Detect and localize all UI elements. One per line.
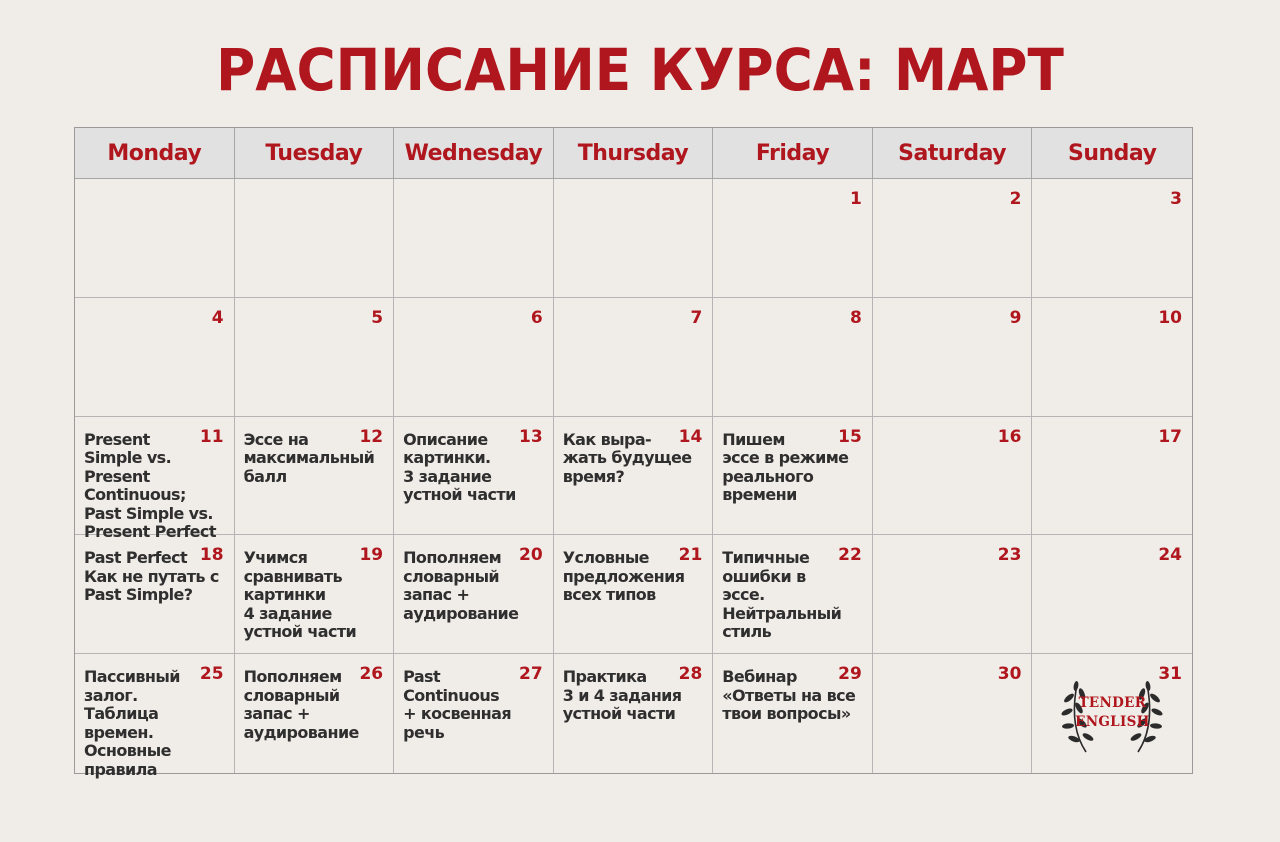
laurel-wreath-icon — [1056, 668, 1168, 758]
day-number: 10 — [1158, 307, 1182, 328]
day-number: 26 — [359, 664, 384, 685]
weekday-header-sunday: Sunday — [1032, 128, 1192, 179]
day-cell — [1032, 417, 1192, 536]
day-number: 4 — [211, 307, 224, 328]
day-number: 6 — [530, 307, 543, 328]
weekday-header-thursday: Thursday — [554, 128, 714, 179]
lesson-topic: Past Perfect Как не путать с Past Simple? — [84, 548, 219, 605]
lesson-topic: Пассивный залог. Таблица времен. Основные правила — [84, 667, 180, 779]
weekday-header-wednesday: Wednesday — [394, 128, 554, 179]
page-title: РАСПИСАНИЕ КУРСА: МАРТ — [216, 36, 1064, 104]
weekday-header-monday: Monday — [75, 128, 235, 179]
day-number: 21 — [678, 545, 703, 566]
day-number: 20 — [519, 545, 543, 566]
day-cell — [554, 298, 714, 417]
day-cell — [713, 417, 873, 536]
lesson-topic: Пополняем словарный запас + аудирование — [243, 667, 359, 742]
day-number: 7 — [690, 307, 703, 328]
lesson-topic: Типичные ошибки в эссе. Нейтральный стиль — [722, 548, 842, 642]
day-number: 5 — [371, 307, 384, 328]
day-number: 3 — [1170, 189, 1182, 209]
day-number: 9 — [1009, 307, 1022, 328]
day-cell — [75, 654, 235, 779]
day-cell — [713, 535, 873, 654]
day-number: 27 — [519, 664, 543, 685]
day-number: 12 — [359, 426, 384, 447]
day-cell — [394, 179, 554, 298]
lesson-topic: Описание картинки. 3 задание устной части — [403, 429, 516, 505]
day-cell — [394, 417, 554, 536]
day-cell — [713, 654, 873, 773]
day-number: 1 — [850, 189, 862, 209]
day-number: 16 — [997, 426, 1022, 447]
logo-text-line1: TENDER — [1078, 695, 1147, 712]
day-cell — [394, 654, 554, 773]
day-cell — [554, 417, 714, 536]
lesson-topic: Учимся сравнивать картинки 4 задание устной части — [243, 548, 357, 642]
day-number: 28 — [678, 664, 703, 685]
day-number: 2 — [1009, 189, 1022, 209]
day-cell — [235, 654, 395, 773]
day-cell — [873, 535, 1033, 654]
day-cell — [713, 179, 873, 298]
day-number: 11 — [199, 426, 224, 447]
day-cell — [235, 417, 395, 536]
lesson-topic: Вебинар «Ответы на все твои вопросы» — [722, 667, 856, 724]
day-number: 29 — [838, 664, 862, 685]
calendar-grid — [74, 127, 1193, 779]
lesson-topic: Present Simple vs. Present Continuous; Past Simple vs. Present Perfect — [84, 429, 216, 542]
weekday-header-saturday: Saturday — [873, 128, 1033, 179]
day-cell — [235, 535, 395, 654]
day-number: 23 — [997, 545, 1022, 566]
day-cell — [554, 535, 714, 654]
weekday-header-friday: Friday — [713, 128, 873, 179]
weekday-header-tuesday: Tuesday — [235, 128, 395, 179]
lesson-topic: Условные предложения всех типов — [562, 548, 685, 605]
day-cell — [873, 179, 1033, 298]
day-number: 13 — [519, 426, 543, 447]
day-cell — [1032, 298, 1192, 417]
day-cell — [235, 179, 395, 298]
day-cell — [873, 654, 1033, 773]
day-cell — [873, 417, 1033, 536]
day-cell — [75, 179, 235, 298]
day-cell — [1032, 179, 1192, 298]
lesson-topic: Практика 3 и 4 задания устной части — [562, 667, 682, 724]
day-cell — [554, 654, 714, 773]
day-cell — [394, 535, 554, 654]
day-number: 30 — [997, 664, 1022, 685]
day-number: 25 — [199, 664, 224, 685]
day-cell — [75, 535, 235, 654]
tender-english-logo — [1056, 668, 1168, 758]
day-number: 22 — [838, 545, 862, 566]
day-cell — [554, 179, 714, 298]
lesson-topic: Эссе на максимальный балл — [243, 429, 375, 486]
day-cell — [75, 417, 235, 542]
day-number: 17 — [1158, 426, 1182, 447]
day-cell — [873, 298, 1033, 417]
lesson-topic: Как выра- жать будущее время? — [562, 429, 692, 486]
day-cell — [235, 298, 395, 417]
lesson-topic: Past Continuous + косвенная речь — [403, 667, 512, 742]
day-number: 19 — [359, 545, 384, 566]
lesson-topic: Пишем эссе в режиме реального времени — [722, 429, 849, 505]
day-number: 18 — [199, 545, 224, 566]
day-cell — [1032, 654, 1192, 773]
day-number: 31 — [1158, 664, 1182, 685]
day-number: 8 — [850, 307, 862, 328]
lesson-topic: Пополняем словарный запас + аудирование — [403, 548, 519, 623]
day-number: 24 — [1158, 545, 1182, 566]
day-cell — [75, 298, 235, 417]
day-cell — [394, 298, 554, 417]
day-cell — [713, 298, 873, 417]
day-number: 15 — [838, 426, 862, 447]
day-cell — [1032, 535, 1192, 654]
day-number: 14 — [678, 426, 703, 447]
logo-text-line2: ENGLISH — [1075, 714, 1150, 731]
